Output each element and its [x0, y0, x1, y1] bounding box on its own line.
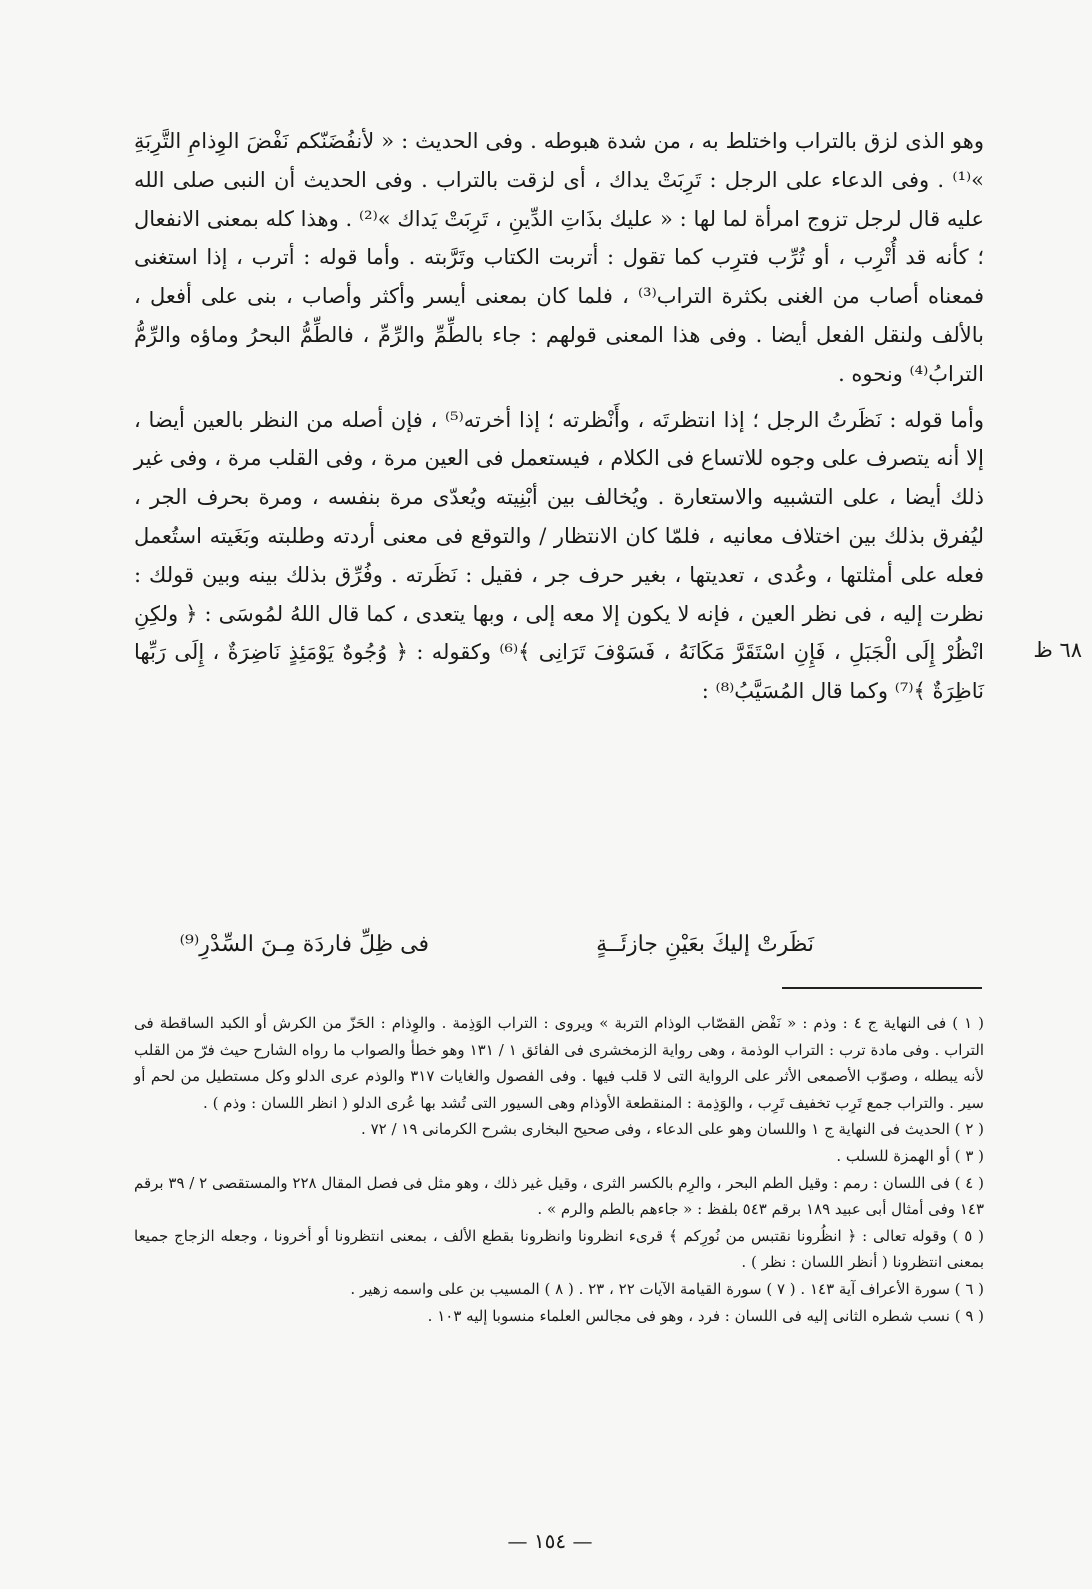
- main-text: [134, 122, 984, 718]
- footnote: ( ٤ ) فى اللسان : رمم : وقيل الطم البحر ، والرِم بالكسر الثرى ، وقيل غير ذلك ، وهو مثل فى فصل المقال ٢٢٨ والمستقصى ٢ / ٣٩ برقم ١٤٣ وفى أمثال أبى عبيد ١٨٩ برقم ٥٤٣ بلفظ : « جاءهم بالطم والرم » .: [134, 1173, 984, 1219]
- paragraph: وأما قوله : نَظَرتُ الرجل ؛ إذا انتظرتَه ، وأَنْظرته ؛ إذا أخرته⁽⁵⁾ ، فإن أصله من النظر بالعين أيضا ، إلا أنه يتصرف على وجوه للاتساع فى الكلام ، فيستعمل فى العين مرة ، وفى القلب مرة ، وفى غير ذلك أيضا ، على التشبيه والاستعارة . ويُخالف بين أبْنِيته ويُعدّى مرة بنفسه ، ومرة بحرف الجر ، ليُفرق بذلك بين اختلاف معانيه ، فلمّا كان الانتظار / والتوقع فى معنى أردته وطلبته وبَغَيته استُعمل فعله على أمثلتها ، وعُدى ، تعديتها ، بغير حرف جر ، فقيل : نَظَرته . وفُرِّق بذلك بينه وبين قولك : نظرت إليه ، فى نظر العين ، فإنه لا يكون إلا معه إلى ، وبها يتعدى ، كما قال اللهُ لمُوسَى : ﴿ ولكِنِ انْظُرْ إِلَى الْجَبَلِ ، فَإِنِ اسْتَقَرَّ مَكَانَهُ ، فَسَوْفَ تَرَانِى ﴾⁽⁶⁾ وكقوله : ﴿ وُجُوهٌ يَوْمَئِذٍ نَاضِرَةٌ ، إِلَى رَبِّها نَاظِرَةٌ ﴾⁽⁷⁾ وكما قال المُسَيَّبُ⁽⁸⁾ :: [134, 407, 985, 704]
- footnote-separator: [782, 987, 982, 989]
- manuscript-folio-note: ٦٨ ظ: [1033, 638, 1082, 662]
- footnote: ( ٣ ) أو الهمزة للسلب .: [836, 1146, 984, 1165]
- verse-second-hemistich: فى ظِلِّ فاردَة مِـنَ السِّدْرِ⁽⁹⁾: [179, 932, 429, 957]
- footnote: ( ٩ ) نسب شطره الثانى إليه فى اللسان : فرد ، وهو فى مجالس العلماء منسوبا إليه ١٠٣ .: [427, 1306, 984, 1325]
- verse-first-hemistich: نَظَرتْ إليكَ بعَيْنِ جازئَــةٍ: [596, 932, 814, 957]
- footnote: ( ٥ ) وقوله تعالى : ﴿ انظُرونا نقتبس من نُورِكم ﴾ قرىء انظرونا وانظرونا بقطع الألف ، بمعنى انتظرونا أو أخرونا ، وجعله الزجاج جميعا بمعنى انتظرونا ( أنظر اللسان : نظر ) .: [134, 1226, 984, 1272]
- footnote: ( ٦ ) سورة الأعراف آية ١٤٣ . ( ٧ ) سورة القيامة الآيات ٢٢ ، ٢٣ . ( ٨ ) المسيب بن على واسمه زهير .: [350, 1279, 984, 1298]
- footnote: ( ٢ ) الحديث فى النهاية ج ١ واللسان وهو على الدعاء ، وفى صحيح البخارى بشرح الكرمانى ١٩ / ٧٢ .: [361, 1120, 984, 1139]
- page-number: — ١٥٤ —: [507, 1529, 593, 1553]
- footnotes: [134, 1010, 984, 1329]
- paragraph: وهو الذى لزق بالتراب واختلط به ، من شدة هبوطه . وفى الحديث : « لأنفُضَنّكم نَفْضَ الوِذامِ التَّرِبَةِ »⁽¹⁾ . وفى الدعاء على الرجل : تَرِبَتْ يداك ، أى لزقت بالتراب . وفى الحديث أن النبى صلى الله عليه قال لرجل تزوج امرأة لما لها : « عليك بذَاتِ الدِّينِ ، تَرِبَتْ يَداك »⁽²⁾ . وهذا كله بمعنى الانفعال ؛ كأنه قد أُتْرِب ، أو تُرِّب فترِب كما تقول : أتربت الكتاب وتَرَّبته . وأما قوله : أترب ، إذا استغنى فمعناه أصاب من الغنى بكثرة التراب⁽³⁾ ، فلما كان بمعنى أيسر وأكثر وأصاب ، بنى على أفعل ، بالألف ولنقل الفعل أيضا . وفى هذا المعنى قولهم : جاء بالطِّمِّ والرِّمِّ ، فالطِّمُّ البحرُ وماؤه والرِّمُّ الترابُ⁽⁴⁾ ونحوه .: [134, 129, 985, 386]
- footnote: ( ١ ) فى النهاية ج ٤ : وذم : « نَفْض القصّاب الوذام التربة » ويروى : التراب الوَذِمة . والوِذام : الحَزّ من الكرش أو الكبد الساقطة فى التراب . وفى مادة ترب : التراب الوذمة ، وهى رواية الزمخشرى فى الفائق ١ / ١٣١ وهو خطأ والصواب ما رواه الشارح حيث فرّ من القلب لأنه يبطله ، وصوّب الأصمعى الأثر على الرواية التى لا قلب فيها . وفى الفصول والغايات ٣١٧ والوذم عرى الدلو وكل مستطيل من لحم أو سير . والتراب جمع تَرِب تخفيف تَرِب ، والوَذِمة : المنقطعة الأوذام وهى السيور التى تُشد بها عُرى الدلو ( انظر اللسان : وذم ) .: [134, 1014, 985, 1112]
